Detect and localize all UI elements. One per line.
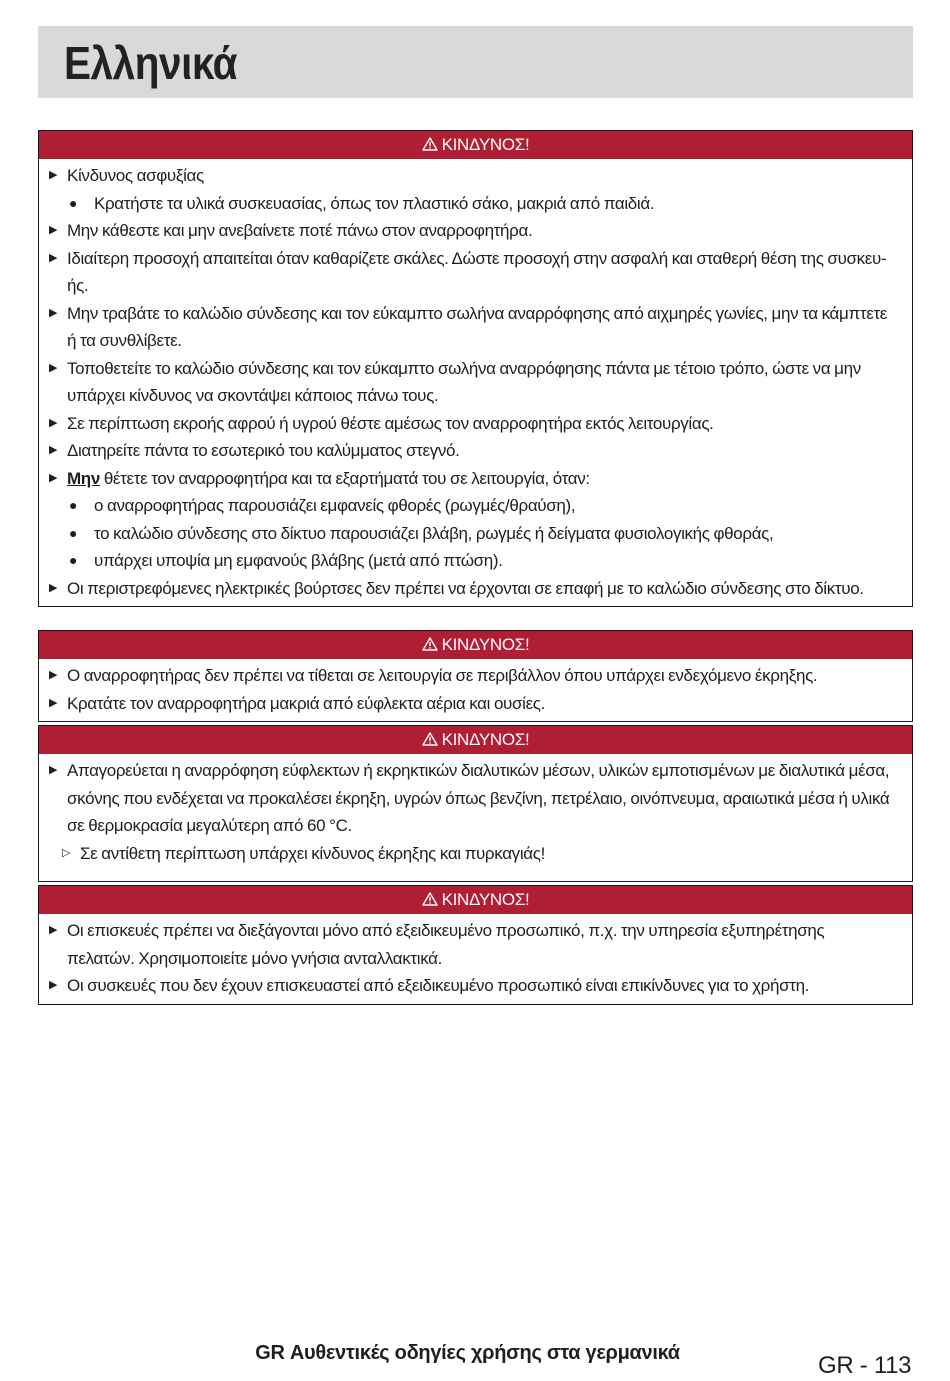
list-item: ▶ Διατηρείτε πάντα το εσωτερικό του καλύμματος στεγνό.	[49, 437, 892, 465]
arrow-marker-icon: ▶	[49, 169, 58, 181]
language-header	[38, 26, 913, 98]
warning-triangle-icon	[422, 892, 438, 906]
list-item: ● ο αναρροφητήρας παρουσιάζει εμφανείς φθορές (ρωγμές/θραύση),	[49, 492, 892, 520]
list-item: ▶ Οι επισκευές πρέπει να διεξάγονται μόνο από εξειδικευμένο προσωπικό, π.χ. την υπηρεσία εξυπηρέτησης πελατών. Χρησιμοποιείτε μόνο γνήσια ανταλλακτικά.	[49, 917, 892, 972]
arrow-marker-icon: ▶	[49, 251, 58, 264]
warning-triangle-icon	[422, 137, 438, 151]
list-item: ▶ Ο αναρροφητήρας δεν πρέπει να τίθεται σε λειτουργία σε περιβάλλον όπου υπάρχει ενδεχόμενο έκρηξης.	[49, 662, 892, 690]
bullet-icon: ●	[69, 497, 78, 513]
arrow-marker-icon: ▶	[49, 306, 58, 319]
page-number: GR - 113	[818, 1352, 912, 1379]
list-item: ▶ Μην κάθεστε και μην ανεβαίνετε ποτέ πάνω στον αναρροφητήρα.	[49, 217, 892, 245]
bullet-icon: ●	[69, 194, 78, 211]
danger-heading	[39, 631, 912, 659]
result-item: ▷ Σε αντίθετη περίπτωση υπάρχει κίνδυνος έκρηξης και πυρκαγιάς!	[49, 840, 892, 868]
list-item: ▶ Κρατάτε τον αναρροφητήρα μακριά από εύφλεκτα αέρια και ουσίες.	[49, 690, 892, 718]
arrow-marker-icon: ▶	[49, 224, 58, 236]
danger-heading-label: KΙΝΔΥΝΟΣ!	[441, 635, 530, 654]
page-title: Ελληνικά	[64, 37, 238, 89]
list-item: ▶ Οι περιστρεφόμενες ηλεκτρικές βούρτσες δεν πρέπει να έρχονται σε επαφή με το καλώδιο σύνδεσης στο δίκτυο.	[49, 575, 892, 603]
bullet-icon: ●	[69, 524, 78, 541]
danger-box-3	[38, 725, 913, 882]
danger-box-2	[38, 630, 913, 722]
emphasis-word: Μην	[67, 468, 100, 488]
arrow-marker-icon: ▶	[49, 416, 58, 429]
danger-box-body	[39, 914, 912, 1004]
list-item: ▶ Οι συσκευές που δεν έχουν επισκευαστεί από εξειδικευμένο προσωπικό είναι επικίνδυνες για το χρήστη.	[49, 972, 892, 1000]
danger-box-1	[38, 130, 913, 607]
list-item: ▶ Μην θέτετε τον αναρροφητήρα και τα εξαρτήματά του σε λειτουργία, όταν:	[49, 465, 892, 493]
warning-triangle-icon	[422, 637, 438, 651]
arrow-marker-icon: ▶	[49, 924, 58, 936]
danger-heading-label: KΙΝΔΥΝΟΣ!	[441, 890, 530, 909]
danger-heading	[39, 726, 912, 754]
arrow-marker-icon: ▶	[49, 669, 58, 681]
arrow-marker-icon: ▶	[49, 979, 58, 991]
list-item: ▶ Σε περίπτωση εκροής αφρού ή υγρού θέστε αμέσως τον αναρροφητήρα εκτός λειτουργίας.	[49, 410, 892, 438]
danger-heading-label: KΙΝΔΥΝΟΣ!	[441, 135, 530, 154]
list-item: ▶ Μην τραβάτε το καλώδιο σύνδεσης και τον εύκαμπτο σωλήνα αναρρόφησης από αιχμηρές γωνίες, μην τα κάμπτετε ή τα συνθλίβετε.	[49, 300, 892, 355]
list-item: ● το καλώδιο σύνδεσης στο δίκτυο παρουσιάζει βλάβη, ρωγμές ή δείγματα φυσιολογικής φθοράς,	[49, 520, 892, 548]
danger-box-body	[39, 659, 912, 721]
hollow-arrow-icon: ▷	[62, 846, 71, 859]
list-item: ▶ Κίνδυνος ασφυξίας	[49, 162, 892, 190]
danger-heading	[39, 886, 912, 914]
arrow-marker-icon: ▶	[49, 764, 58, 776]
danger-heading-label: KΙΝΔΥΝΟΣ!	[441, 730, 530, 749]
bullet-icon: ●	[69, 552, 78, 568]
arrow-marker-icon: ▶	[49, 696, 58, 709]
arrow-marker-icon: ▶	[49, 471, 58, 484]
list-item: ▶ Τοποθετείτε το καλώδιο σύνδεσης και τον εύκαμπτο σωλήνα αναρρόφησης πάντα με τέτοιο τρόπο, ώστε να μην υπάρχει κίνδυνος να σκοντάψει κάποιος πάνω τους.	[49, 355, 892, 410]
list-item: ▶ Ιδιαίτερη προσοχή απαιτείται όταν καθαρίζετε σκάλες. Δώστε προσοχή στην ασφαλή και σταθερή θέση της συσκευ-ής.	[49, 245, 892, 300]
list-item: ▶ Απαγορεύεται η αναρρόφηση εύφλεκτων ή εκρηκτικών διαλυτικών μέσων, υλικών εμποτισμένων με διαλυτικά μέσα, σκόνης που ενδέχεται να προκαλέσει έκρηξη, υγρών όπως βενζίνη, πετρέλαιο, οινόπνευμα, αραιωτικά μέσα ή υλικά σε θερμοκρασία μεγαλύτερη από 60 °C.	[49, 757, 892, 840]
arrow-marker-icon: ▶	[49, 361, 58, 374]
danger-box-body	[39, 754, 912, 881]
arrow-marker-icon: ▶	[49, 581, 58, 594]
danger-box-body	[39, 159, 912, 606]
warning-triangle-icon	[422, 732, 438, 746]
danger-box-4	[38, 885, 913, 1005]
danger-heading	[39, 131, 912, 159]
list-item: ● υπάρχει υποψία μη εμφανούς βλάβης (μετά από πτώση).	[49, 547, 892, 575]
list-item: ● Κρατήστε τα υλικά συσκευασίας, όπως τον πλαστικό σάκο, μακριά από παιδιά.	[49, 190, 892, 218]
footer-title: GR Αυθεντικές οδηγίες χρήσης στα γερμανικά	[255, 1342, 680, 1364]
arrow-marker-icon: ▶	[49, 444, 58, 456]
